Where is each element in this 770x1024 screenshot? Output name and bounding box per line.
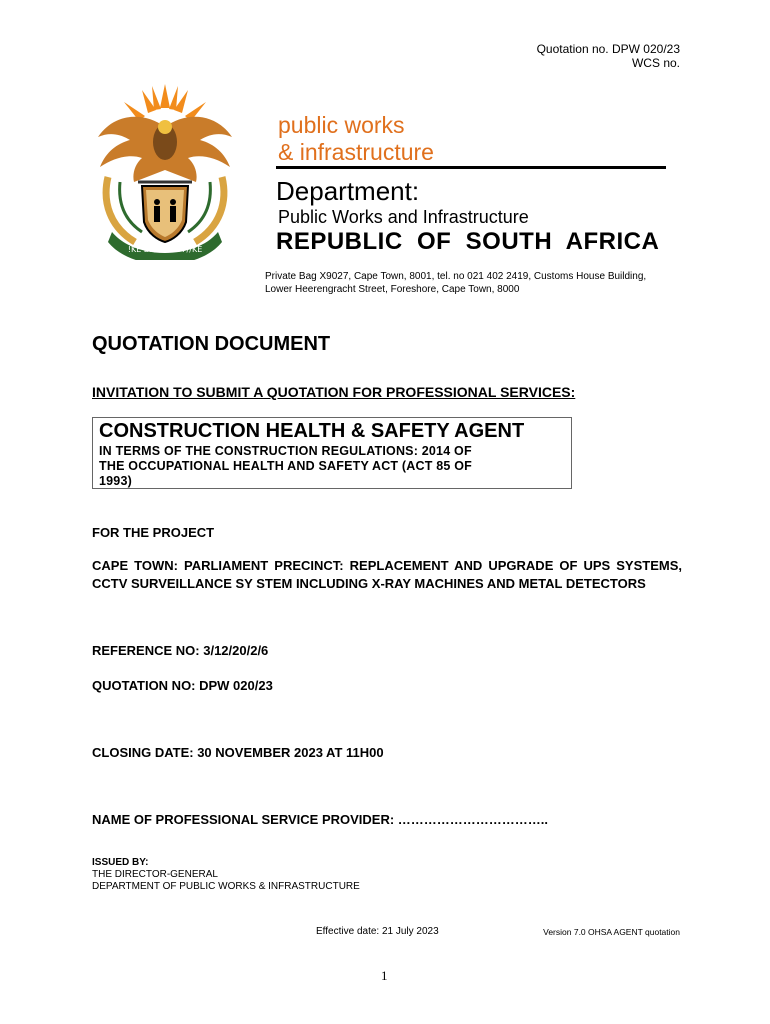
header-reference (537, 42, 680, 70)
reference-number: REFERENCE NO: 3/12/20/2/6 (92, 643, 269, 658)
page-number: 1 (381, 968, 388, 983)
department-name: Public Works and Infrastructure (278, 207, 529, 227)
issuer-department: DEPARTMENT OF PUBLIC WORKS & INFRASTRUCTURE (92, 881, 360, 892)
address-line-2: Lower Heerengracht Street, Foreshore, Cape Town, 8000 (265, 284, 520, 295)
department-label: Department: (276, 176, 420, 206)
brand-line-2: & infrastructure (278, 139, 434, 165)
brand-line-1: public works (278, 112, 405, 138)
logo-divider (276, 166, 666, 169)
quotation-number: Quotation no. DPW 020/23 (536, 42, 680, 56)
issued-by-block (92, 857, 360, 893)
effective-date: Effective date: 21 July 2023 (316, 926, 439, 937)
motto-text: !KE E: /XARRA //KE (127, 245, 203, 254)
issued-by-label: ISSUED BY: (92, 857, 149, 868)
invitation-heading: INVITATION TO SUBMIT A QUOTATION FOR PROFESSIONAL SERVICES: (92, 384, 576, 400)
service-line-2: THE OCCUPATIONAL HEALTH AND SAFETY ACT (ACT 85 OF (99, 459, 472, 473)
wcs-number: WCS no. (631, 56, 680, 70)
version-label: Version 7.0 OHSA AGENT quotation (543, 927, 680, 937)
document-title: QUOTATION DOCUMENT (92, 333, 331, 355)
issuer-title: THE DIRECTOR-GENERAL (92, 869, 218, 880)
project-description: CAPE TOWN: PARLIAMENT PRECINCT: REPLACEMENT AND UPGRADE OF UPS SYSTEMS, CCTV SURVEILLANCE SY STEM INCLUDING X-RAY MACHINES AND METAL DETECTORS (92, 558, 682, 591)
country-name: REPUBLIC OF SOUTH AFRICA (276, 228, 660, 255)
service-provider-field: NAME OF PROFESSIONAL SERVICE PROVIDER: …………………………….. (92, 812, 549, 827)
for-project-label: FOR THE PROJECT (92, 525, 215, 540)
service-line-1: IN TERMS OF THE CONSTRUCTION REGULATIONS: 2014 OF (99, 444, 472, 458)
coat-of-arms-icon (90, 82, 240, 260)
service-heading: CONSTRUCTION HEALTH & SAFETY AGENT (99, 420, 525, 442)
address-line-1: Private Bag X9027, Cape Town, 8001, tel. no 021 402 2419, Customs House Building, (265, 271, 647, 282)
address-block (265, 270, 685, 296)
quotation-number-body: QUOTATION NO: DPW 020/23 (92, 678, 273, 693)
service-line-3: 1993) (99, 474, 132, 488)
service-box (92, 417, 572, 489)
closing-date: CLOSING DATE: 30 NOVEMBER 2023 AT 11H00 (92, 745, 384, 760)
